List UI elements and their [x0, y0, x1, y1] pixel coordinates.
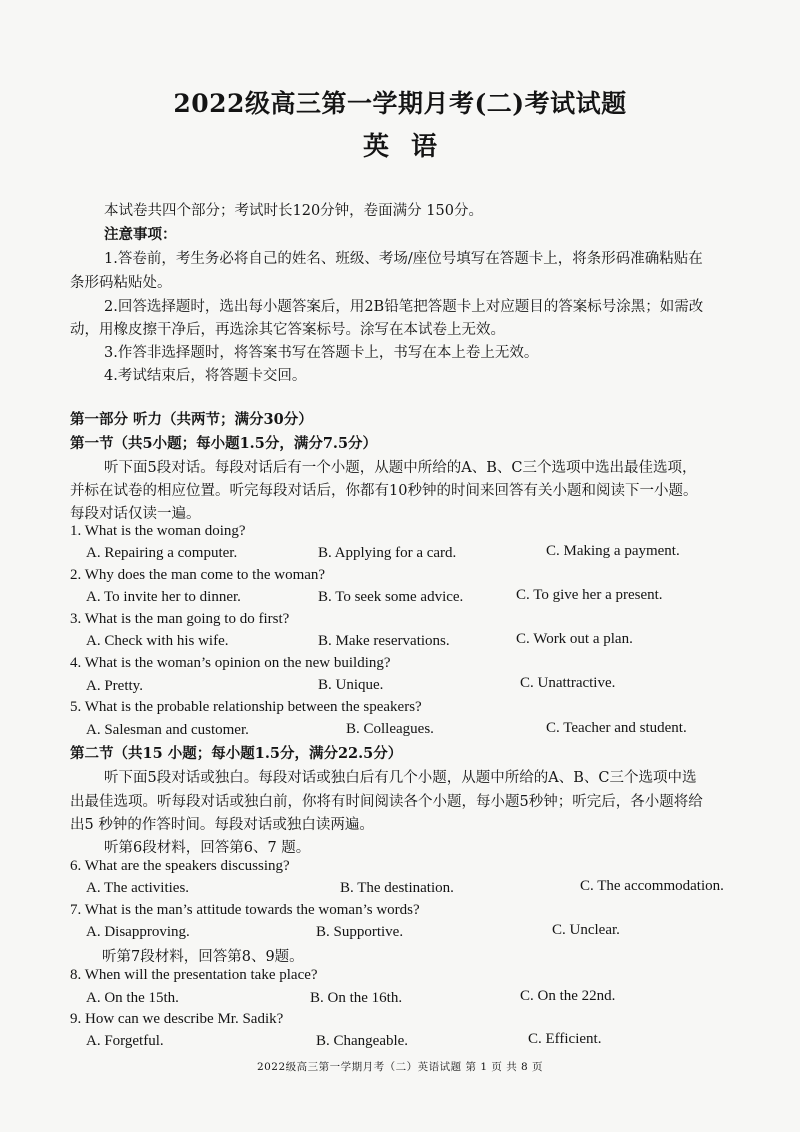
section2-heading: 第二节（共15 小题；每小题1.5分，满分22.5分）: [70, 745, 403, 762]
section1-directions: 听下面5段对话。每段对话后有一个小题，从题中所给的A、B、C三个选项中选出最佳选项，: [104, 460, 697, 476]
section2-directions: 出5 秒钟的作答时间。每段对话或独白读两遍。: [70, 817, 374, 833]
exam-intro: 本试卷共四个部分；考试时长120分钟，卷面满分 150分。: [104, 203, 483, 219]
subject-title: 英语: [362, 132, 459, 162]
option-b: B. Unique.: [318, 677, 384, 693]
option-a: A. Repairing a computer.: [86, 545, 238, 561]
option-a: A. Forgetful.: [86, 1033, 164, 1049]
question-stem: 8. When will the presentation take place?: [70, 967, 318, 983]
question-stem: 1. What is the woman doing?: [70, 523, 246, 539]
note-line: 3.作答非选择题时，将答案书写在答题卡上，书写在本上卷上无效。: [104, 345, 539, 361]
option-b: B. To seek some advice.: [318, 589, 464, 605]
section1-heading: 第一节（共5小题；每小题1.5分，满分7.5分）: [70, 435, 378, 452]
page-footer: 2022级高三第一学期月考（二）英语试题 第 1 页 共 8 页: [256, 1061, 544, 1073]
option-b: B. Changeable.: [316, 1033, 409, 1049]
option-a: A. Check with his wife.: [86, 633, 229, 649]
notice-heading: 注意事项：: [104, 226, 177, 243]
option-b: B. On the 16th.: [310, 990, 403, 1006]
option-c: C. Efficient.: [528, 1031, 602, 1047]
option-a: A. Disapproving.: [86, 924, 190, 940]
part1-heading: 第一部分 听力（共两节；满分30分）: [70, 411, 313, 428]
section2-directions: 听下面5段对话或独白。每段对话或独白后有几个小题，从题中所给的A、B、C三个选项中选: [104, 770, 697, 786]
option-b: B. Colleagues.: [346, 721, 434, 737]
option-b: B. Make reservations.: [318, 633, 450, 649]
material-note: 听第7段材料，回答第8、9题。: [102, 949, 304, 965]
question-stem: 5. What is the probable relationship between the speakers?: [70, 699, 422, 715]
section1-directions: 每段对话仅读一遍。: [70, 506, 201, 522]
material-note: 听第6段材料，回答第6、7 题。: [104, 840, 311, 856]
question-stem: 6. What are the speakers discussing?: [70, 858, 290, 874]
section1-directions: 并标在试卷的相应位置。听完每段对话后，你都有10秒钟的时间来回答有关小题和阅读下一小题。: [70, 483, 698, 499]
option-c: C. Unattractive.: [520, 675, 616, 691]
question-stem: 4. What is the woman’s opinion on the new building?: [70, 655, 391, 671]
option-c: C. Work out a plan.: [516, 631, 633, 647]
option-c: C. The accommodation.: [580, 878, 724, 894]
option-c: C. To give her a present.: [516, 587, 663, 603]
question-stem: 2. Why does the man come to the woman?: [70, 567, 326, 583]
option-c: C. Teacher and student.: [546, 720, 687, 736]
note-line: 动，用橡皮擦干净后，再选涂其它答案标号。涂写在本试卷上无效。: [70, 322, 505, 338]
note-line: 4.考试结束后，将答题卡交回。: [104, 368, 307, 384]
note-line: 条形码粘贴处。: [70, 275, 172, 291]
option-c: C. On the 22nd.: [520, 988, 616, 1004]
option-b: B. Applying for a card.: [318, 545, 457, 561]
question-stem: 9. How can we describe Mr. Sadik?: [70, 1011, 284, 1027]
note-line: 2.回答选择题时，选出每小题答案后，用2B铅笔把答题卡上对应题目的答案标号涂黑；如需改: [104, 299, 704, 315]
option-c: C. Making a payment.: [546, 543, 680, 559]
option-a: A. The activities.: [86, 880, 190, 896]
option-c: C. Unclear.: [552, 922, 620, 938]
option-b: B. Supportive.: [316, 924, 404, 940]
option-a: A. Salesman and customer.: [86, 722, 249, 738]
question-stem: 7. What is the man’s attitude towards the woman’s words?: [70, 902, 420, 918]
note-line: 1.答卷前，考生务必将自己的姓名、班级、考场/座位号填写在答题卡上，将条形码准确粘贴在: [104, 251, 703, 267]
option-a: A. To invite her to dinner.: [86, 589, 241, 605]
section2-directions: 出最佳选项。听每段对话或独白前，你将有时间阅读各个小题，每小题5秒钟；听完后，各小题将给: [70, 794, 703, 810]
option-b: B. The destination.: [340, 880, 454, 896]
question-stem: 3. What is the man going to do first?: [70, 611, 290, 627]
option-a: A. On the 15th.: [86, 990, 179, 1006]
option-a: A. Pretty.: [86, 678, 143, 694]
exam-title: 2022级高三第一学期月考(二)考试试题: [173, 89, 627, 118]
